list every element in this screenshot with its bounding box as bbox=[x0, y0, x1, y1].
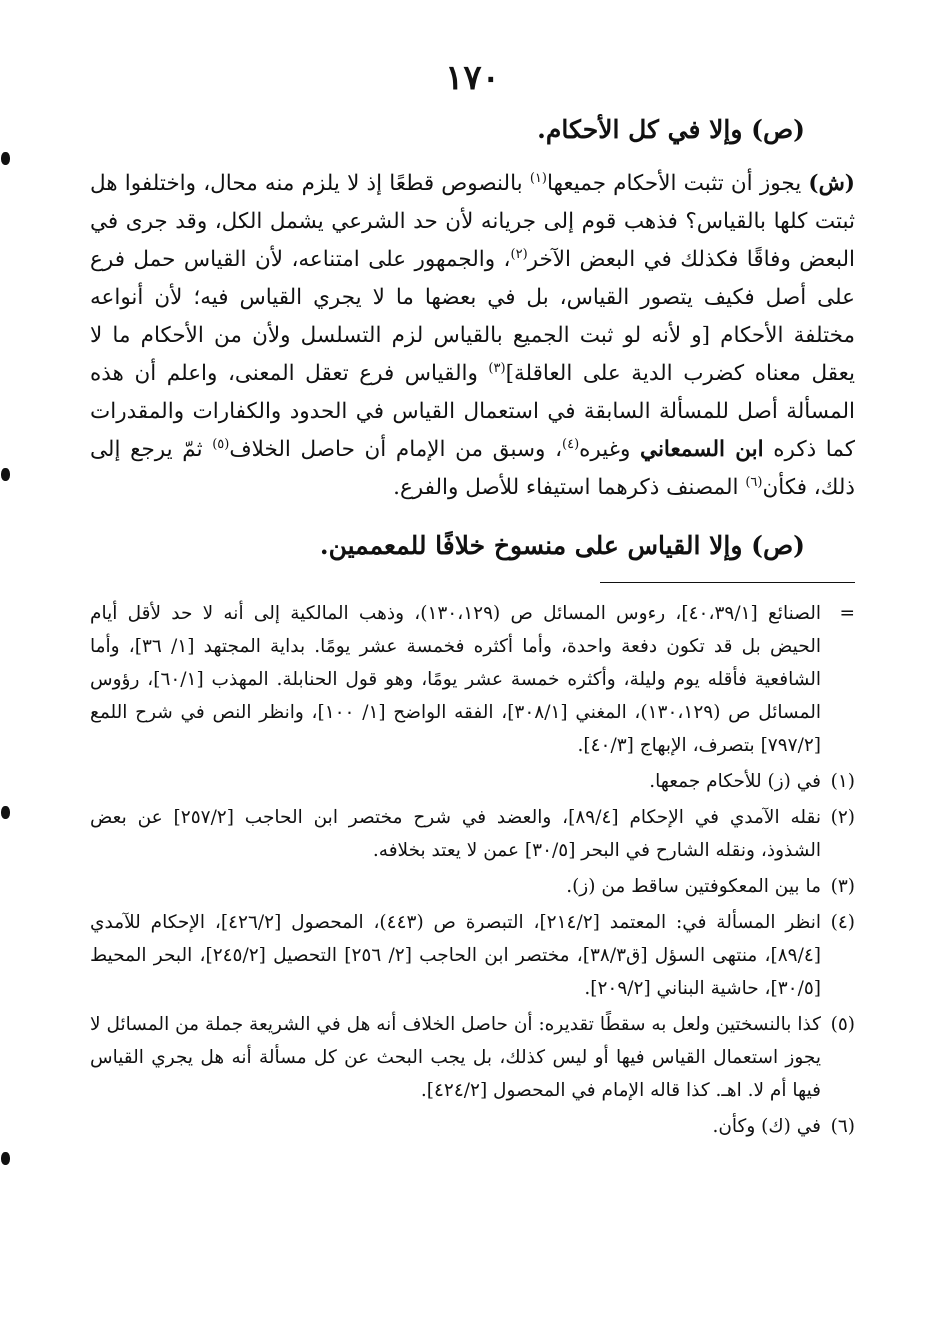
footnote bbox=[90, 1110, 855, 1143]
footnote-marker: (٤) bbox=[830, 912, 855, 934]
footnote-marker: (١) bbox=[830, 771, 855, 793]
footnote-ref[interactable]: (٣) bbox=[488, 360, 506, 376]
footnote-text: الصنائع [٤٠،٣٩/١]، رءوس المسائل ص (١٣٠،١٢٩)، وذهب المالكية إلى أنه لا حد لأقل أيام الحيض بل قد تكون دفعة واحدة، وأما أكثره فخمسة عشر يومًا. بداية المجتهد [١/ ٣٦]، وأما الشافعية فأقله يوم وليلة، وأكثره خمسة عشر يومًا، وهو قول الحنابلة. المهذب [٦٠/١]، رؤوس المسائل ص (١٣٠،١٢٩)، المغني [٣٠٨/١]، الفقه الواضح [١/ ١٠٠]، وانظر النص في شرح اللمع [٧٩٧/٢] بتصرف، الإبهاج [٤٠/٣]. bbox=[90, 603, 821, 757]
footnote bbox=[90, 870, 855, 903]
footnote-marker: = bbox=[839, 603, 855, 625]
footnote-marker: (٦) bbox=[830, 1116, 855, 1138]
scan-edge-mark bbox=[1, 152, 10, 165]
footnote-text: انظر المسألة في: المعتمد [٢١٤/٢]، التبصرة ص (٤٤٣)، المحصول [٤٢٦/٢]، الإحكام للآمدي [٨٩/٤]، منتهى السؤل [ق٣٨/٣]، مختصر ابن الحاجب [٢/ ٢٥٦] التحصيل [٢٤٥/٢]، البحر المحيط [٣٠/٥]، حاشية البناني [٢٠٩/٢]. bbox=[90, 912, 821, 1000]
document-page bbox=[90, 60, 855, 1146]
scan-edge-mark bbox=[1, 806, 10, 819]
footnote-ref[interactable]: (٥) bbox=[212, 436, 230, 452]
commentary-marker: (ش) bbox=[808, 170, 855, 196]
text-segment: ، وسبق من الإمام أن حاصل الخلاف bbox=[229, 436, 563, 462]
text-segment: بالنصوص قطعًا إذ لا يلزم منه محال، واختلفوا هل ثبتت كلها بالقياس؟ فذهب قوم إلى جريانه لأن حد الشرعي يشمل الكل، وقد جرى في البعض وفاقًا فكذلك في البعض الآخر bbox=[90, 170, 855, 272]
footnote-text: في (ك) وكأن. bbox=[712, 1116, 821, 1138]
footnote-ref[interactable]: (٢) bbox=[510, 246, 528, 262]
footnote-marker: (٥) bbox=[830, 1014, 855, 1036]
footnote-text: ما بين المعكوفتين ساقط من (ز). bbox=[566, 876, 821, 898]
footnote-ref[interactable]: (٤) bbox=[562, 436, 580, 452]
text-segment: المصنف ذكرهما استيفاء للأصل والفرع. bbox=[393, 474, 746, 500]
text-heading: (ص) وإلا في كل الأحكام. bbox=[537, 115, 805, 145]
text-segment: يجوز أن تثبت الأحكام جميعها bbox=[546, 170, 809, 196]
text-segment: وغيره bbox=[579, 436, 641, 462]
footnote bbox=[90, 1008, 855, 1107]
text-heading: (ص) وإلا القياس على منسوخ خلافًا للمعممين. bbox=[319, 530, 805, 560]
footnotes bbox=[90, 597, 855, 1143]
scan-edge-mark bbox=[1, 468, 10, 481]
text-segment: ثمّ يرجع إلى ذلك، فكأن bbox=[90, 436, 855, 500]
commentary-paragraph bbox=[90, 165, 855, 507]
footnote bbox=[90, 801, 855, 867]
footnote-text: كذا بالنسختين ولعل به سقطًا تقديره: أن حاصل الخلاف أنه هل في الشريعة جملة من المسائل لا يجوز استعمال القياس فيها أو ليس كذلك، بل يجب البحث عن كل مسألة أنه هل يجري القياس فيها أم لا. اهـ. كذا قاله الإمام في المحصول [٤٢٤/٢]. bbox=[90, 1014, 821, 1102]
text-segment: والقياس فرع تعقل المعنى، واعلم أن هذه المسألة أصل للمسألة السابقة في استعمال القياس في الحدود والكفارات والمقدرات كما ذكره bbox=[90, 360, 855, 462]
author-name: ابن السمعاني bbox=[640, 436, 764, 462]
footnote-ref[interactable]: (١) bbox=[529, 170, 547, 186]
footnote-ref[interactable]: (٦) bbox=[745, 474, 763, 490]
footnote bbox=[90, 765, 855, 798]
footnote bbox=[90, 906, 855, 1005]
footnote-separator bbox=[600, 582, 855, 583]
scan-edge-mark bbox=[1, 1152, 10, 1165]
footnote bbox=[90, 597, 855, 762]
footnote-text: نقله الآمدي في الإحكام [٨٩/٤]، والعضد في شرح مختصر ابن الحاجب [٢٥٧/٢] عن بعض الشذوذ، ونقله الشارح في البحر [٣٠/٥] عمن لا يعتد بخلافه. bbox=[90, 807, 822, 862]
footnote-marker: (٣) bbox=[830, 876, 855, 898]
footnote-text: في (ز) للأحكام جمعها. bbox=[649, 771, 821, 793]
footnote-marker: (٢) bbox=[830, 807, 855, 829]
page-number: ١٧٠ bbox=[445, 58, 500, 98]
text-segment: ، والجمهور على امتناعه، لأن القياس حمل فرع على أصل فكيف يتصور القياس، بل في بعضها ما لا يجري القياس فيه؛ لأن أنواعه مختلفة الأحكام [و لأنه لو ثبت الجميع بالقياس لزم التسلسل ولأن من الأحكام ما لا يعقل معناه كضرب الدية على العاقلة] bbox=[90, 246, 855, 386]
